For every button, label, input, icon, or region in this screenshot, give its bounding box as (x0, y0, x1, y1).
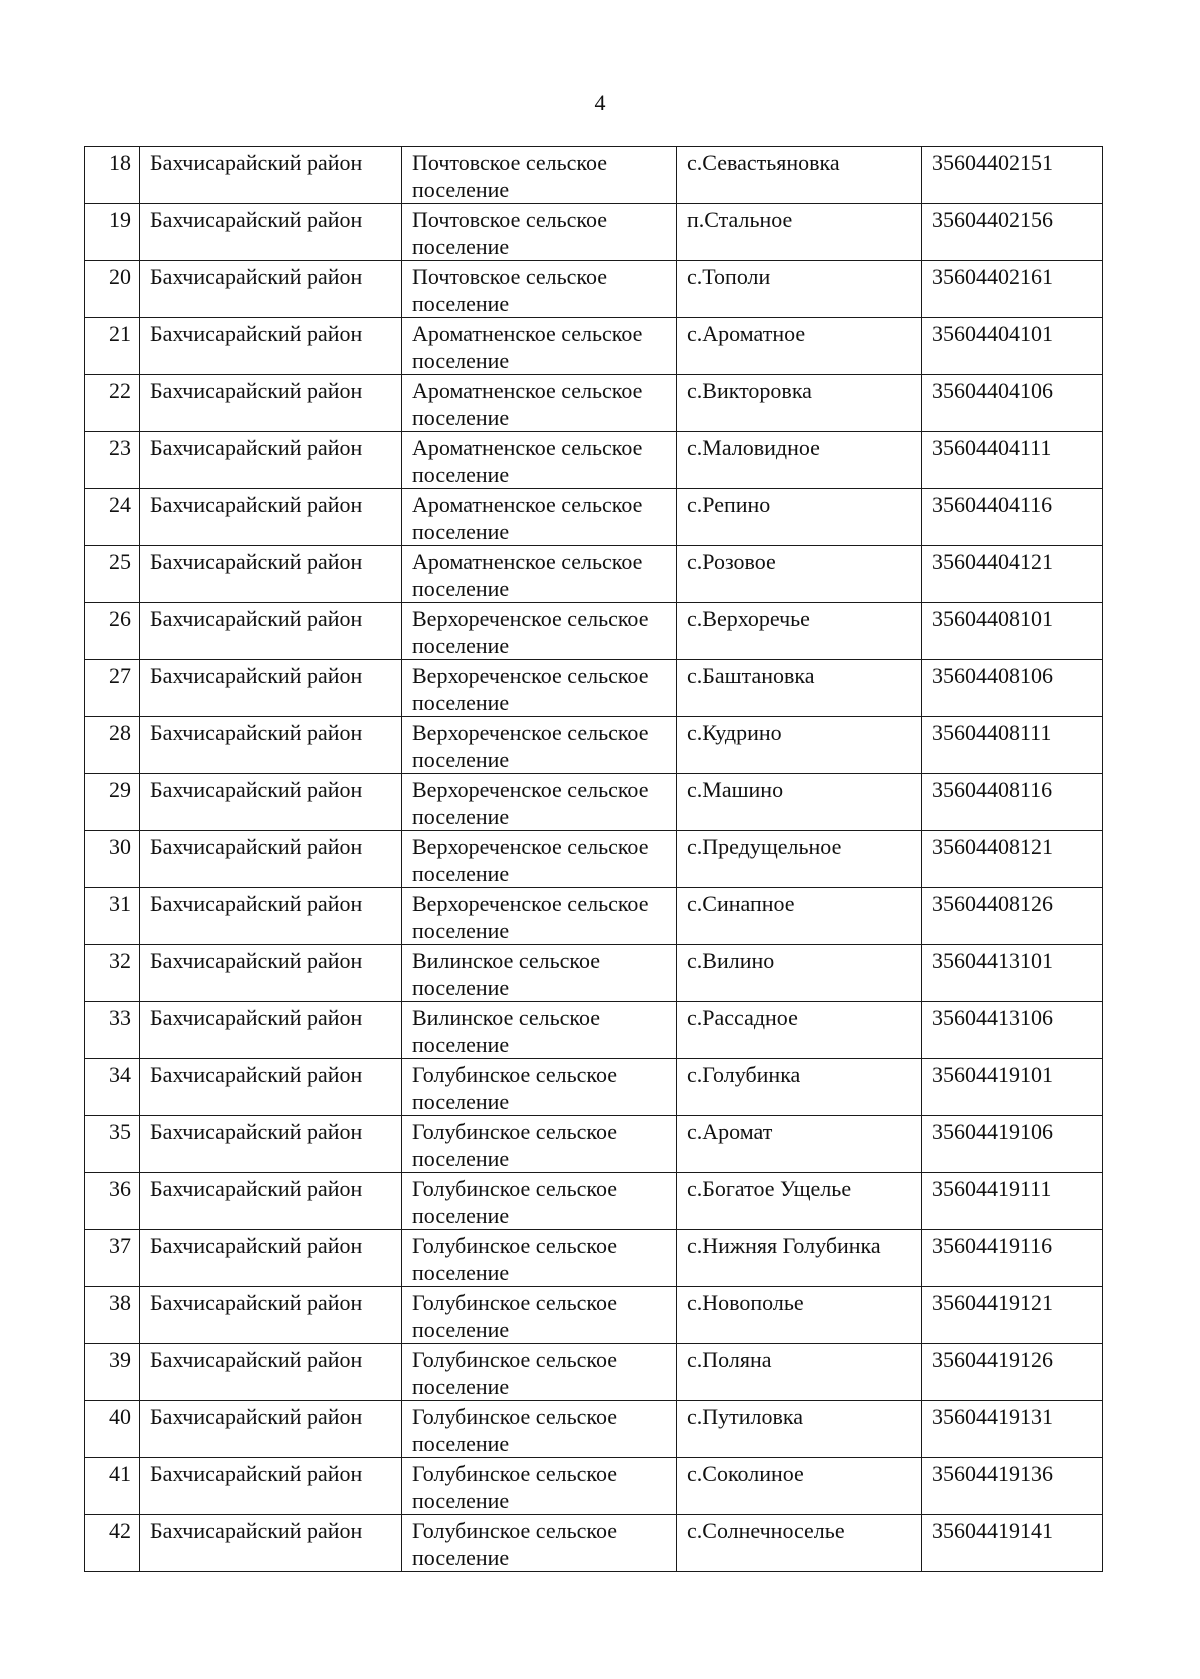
oktmo-code-cell: 35604402161 (922, 261, 1103, 318)
row-number: 28 (85, 717, 140, 774)
settlement-cell: Голубинское сельское поселение (402, 1458, 677, 1515)
locality-cell: с.Новополье (677, 1287, 922, 1344)
settlement-cell: Голубинское сельское поселение (402, 1287, 677, 1344)
table-body (85, 147, 1103, 1572)
table-row (85, 489, 1103, 546)
settlement-cell: Голубинское сельское поселение (402, 1401, 677, 1458)
oktmo-code-cell: 35604408106 (922, 660, 1103, 717)
table-row (85, 1458, 1103, 1515)
settlement-cell: Ароматненское сельское поселение (402, 546, 677, 603)
oktmo-code-cell: 35604402151 (922, 147, 1103, 204)
oktmo-code-cell: 35604404101 (922, 318, 1103, 375)
table-row (85, 1515, 1103, 1572)
row-number: 31 (85, 888, 140, 945)
settlement-cell: Ароматненское сельское поселение (402, 489, 677, 546)
table-row (85, 1401, 1103, 1458)
locality-cell: с.Севастьяновка (677, 147, 922, 204)
row-number: 38 (85, 1287, 140, 1344)
locality-cell: с.Баштановка (677, 660, 922, 717)
settlement-cell: Верхореченское сельское поселение (402, 603, 677, 660)
settlement-cell: Почтовское сельское поселение (402, 147, 677, 204)
settlement-cell: Вилинское сельское поселение (402, 945, 677, 1002)
row-number: 25 (85, 546, 140, 603)
settlement-cell: Почтовское сельское поселение (402, 204, 677, 261)
row-number: 42 (85, 1515, 140, 1572)
locality-cell: с.Верхоречье (677, 603, 922, 660)
settlement-cell: Верхореченское сельское поселение (402, 660, 677, 717)
district-cell: Бахчисарайский район (140, 603, 402, 660)
oktmo-code-cell: 35604402156 (922, 204, 1103, 261)
oktmo-code-cell: 35604419106 (922, 1116, 1103, 1173)
locality-cell: с.Голубинка (677, 1059, 922, 1116)
locality-cell: с.Богатое Ущелье (677, 1173, 922, 1230)
oktmo-code-cell: 35604419111 (922, 1173, 1103, 1230)
district-cell: Бахчисарайский район (140, 204, 402, 261)
row-number: 34 (85, 1059, 140, 1116)
oktmo-code-cell: 35604408101 (922, 603, 1103, 660)
table-row (85, 1173, 1103, 1230)
settlement-cell: Верхореченское сельское поселение (402, 774, 677, 831)
locality-cell: с.Соколиное (677, 1458, 922, 1515)
oktmo-code-cell: 35604408126 (922, 888, 1103, 945)
locality-cell: с.Путиловка (677, 1401, 922, 1458)
table-row (85, 888, 1103, 945)
row-number: 23 (85, 432, 140, 489)
oktmo-code-cell: 35604419136 (922, 1458, 1103, 1515)
district-cell: Бахчисарайский район (140, 489, 402, 546)
row-number: 19 (85, 204, 140, 261)
locality-cell: с.Кудрино (677, 717, 922, 774)
settlement-cell: Вилинское сельское поселение (402, 1002, 677, 1059)
district-cell: Бахчисарайский район (140, 945, 402, 1002)
row-number: 30 (85, 831, 140, 888)
locality-cell: с.Розовое (677, 546, 922, 603)
locality-cell: с.Нижняя Голубинка (677, 1230, 922, 1287)
row-number: 36 (85, 1173, 140, 1230)
district-cell: Бахчисарайский район (140, 831, 402, 888)
row-number: 39 (85, 1344, 140, 1401)
district-cell: Бахчисарайский район (140, 1059, 402, 1116)
district-cell: Бахчисарайский район (140, 375, 402, 432)
oktmo-code-cell: 35604408116 (922, 774, 1103, 831)
table-row (85, 546, 1103, 603)
table-row (85, 204, 1103, 261)
oktmo-code-cell: 35604404106 (922, 375, 1103, 432)
table-row (85, 831, 1103, 888)
settlement-cell: Ароматненское сельское поселение (402, 318, 677, 375)
table-row (85, 603, 1103, 660)
district-cell: Бахчисарайский район (140, 1116, 402, 1173)
settlement-cell: Ароматненское сельское поселение (402, 432, 677, 489)
settlement-cell: Верхореченское сельское поселение (402, 717, 677, 774)
settlements-table (84, 146, 1103, 1572)
table-row (85, 318, 1103, 375)
settlement-cell: Голубинское сельское поселение (402, 1515, 677, 1572)
locality-cell: с.Маловидное (677, 432, 922, 489)
oktmo-code-cell: 35604419141 (922, 1515, 1103, 1572)
locality-cell: с.Ароматное (677, 318, 922, 375)
settlement-cell: Голубинское сельское поселение (402, 1230, 677, 1287)
oktmo-code-cell: 35604408121 (922, 831, 1103, 888)
district-cell: Бахчисарайский район (140, 717, 402, 774)
oktmo-code-cell: 35604419126 (922, 1344, 1103, 1401)
district-cell: Бахчисарайский район (140, 1173, 402, 1230)
table-row (85, 147, 1103, 204)
table-row (85, 660, 1103, 717)
locality-cell: с.Машино (677, 774, 922, 831)
table-row (85, 1287, 1103, 1344)
district-cell: Бахчисарайский район (140, 318, 402, 375)
district-cell: Бахчисарайский район (140, 888, 402, 945)
page-number: 4 (594, 90, 606, 115)
table-row (85, 717, 1103, 774)
district-cell: Бахчисарайский район (140, 1401, 402, 1458)
oktmo-code-cell: 35604419116 (922, 1230, 1103, 1287)
settlement-cell: Ароматненское сельское поселение (402, 375, 677, 432)
oktmo-code-cell: 35604413106 (922, 1002, 1103, 1059)
table-row (85, 945, 1103, 1002)
district-cell: Бахчисарайский район (140, 1230, 402, 1287)
locality-cell: с.Синапное (677, 888, 922, 945)
oktmo-code-cell: 35604419121 (922, 1287, 1103, 1344)
row-number: 33 (85, 1002, 140, 1059)
settlement-cell: Голубинское сельское поселение (402, 1116, 677, 1173)
row-number: 18 (85, 147, 140, 204)
row-number: 41 (85, 1458, 140, 1515)
locality-cell: п.Стальное (677, 204, 922, 261)
oktmo-code-cell: 35604413101 (922, 945, 1103, 1002)
district-cell: Бахчисарайский район (140, 1287, 402, 1344)
settlement-cell: Голубинское сельское поселение (402, 1173, 677, 1230)
settlement-cell: Голубинское сельское поселение (402, 1059, 677, 1116)
row-number: 29 (85, 774, 140, 831)
district-cell: Бахчисарайский район (140, 1002, 402, 1059)
locality-cell: с.Викторовка (677, 375, 922, 432)
district-cell: Бахчисарайский район (140, 546, 402, 603)
settlement-cell: Почтовское сельское поселение (402, 261, 677, 318)
district-cell: Бахчисарайский район (140, 261, 402, 318)
table-row (85, 432, 1103, 489)
locality-cell: с.Тополи (677, 261, 922, 318)
oktmo-code-cell: 35604404111 (922, 432, 1103, 489)
district-cell: Бахчисарайский район (140, 1458, 402, 1515)
district-cell: Бахчисарайский район (140, 1344, 402, 1401)
oktmo-code-cell: 35604404116 (922, 489, 1103, 546)
locality-cell: с.Репино (677, 489, 922, 546)
district-cell: Бахчисарайский район (140, 774, 402, 831)
table-row (85, 375, 1103, 432)
district-cell: Бахчисарайский район (140, 147, 402, 204)
settlement-cell: Верхореченское сельское поселение (402, 831, 677, 888)
oktmo-code-cell: 35604419131 (922, 1401, 1103, 1458)
table-row (85, 1002, 1103, 1059)
district-cell: Бахчисарайский район (140, 1515, 402, 1572)
settlement-cell: Верхореченское сельское поселение (402, 888, 677, 945)
locality-cell: с.Вилино (677, 945, 922, 1002)
row-number: 35 (85, 1116, 140, 1173)
row-number: 24 (85, 489, 140, 546)
row-number: 32 (85, 945, 140, 1002)
row-number: 27 (85, 660, 140, 717)
locality-cell: с.Аромат (677, 1116, 922, 1173)
table-row (85, 1116, 1103, 1173)
table-row (85, 1230, 1103, 1287)
row-number: 20 (85, 261, 140, 318)
row-number: 37 (85, 1230, 140, 1287)
locality-cell: с.Поляна (677, 1344, 922, 1401)
oktmo-code-cell: 35604419101 (922, 1059, 1103, 1116)
locality-cell: с.Предущельное (677, 831, 922, 888)
row-number: 22 (85, 375, 140, 432)
row-number: 40 (85, 1401, 140, 1458)
row-number: 21 (85, 318, 140, 375)
oktmo-code-cell: 35604404121 (922, 546, 1103, 603)
table-row (85, 774, 1103, 831)
table-row (85, 261, 1103, 318)
table-row (85, 1059, 1103, 1116)
locality-cell: с.Рассадное (677, 1002, 922, 1059)
table-row (85, 1344, 1103, 1401)
district-cell: Бахчисарайский район (140, 432, 402, 489)
district-cell: Бахчисарайский район (140, 660, 402, 717)
row-number: 26 (85, 603, 140, 660)
locality-cell: с.Солнечноселье (677, 1515, 922, 1572)
settlement-cell: Голубинское сельское поселение (402, 1344, 677, 1401)
oktmo-code-cell: 35604408111 (922, 717, 1103, 774)
